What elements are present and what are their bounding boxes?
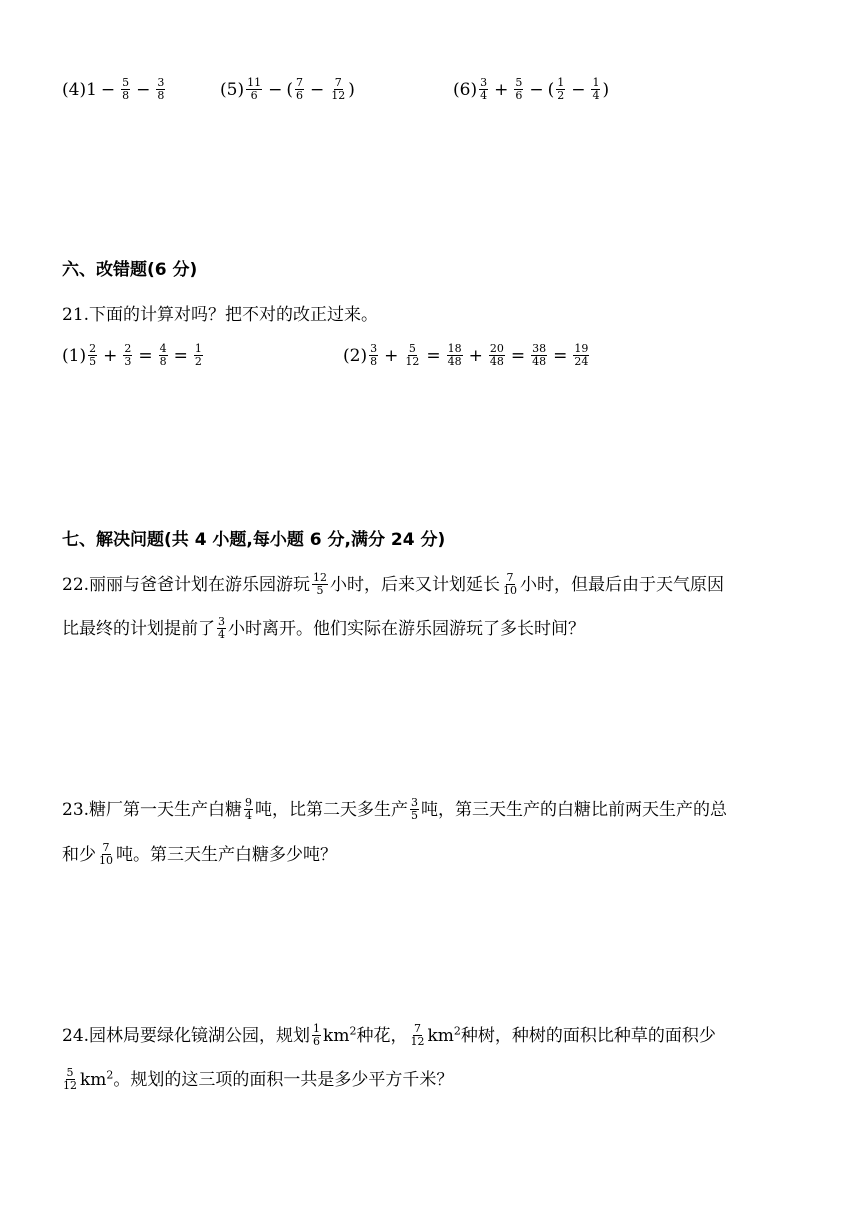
q24-text: 24.园林局要绿化镜湖公园，规划	[62, 1026, 311, 1046]
equals-sign: =	[426, 346, 441, 366]
denominator: 4	[245, 809, 253, 822]
fraction	[312, 572, 328, 597]
numerator: 1	[592, 76, 600, 89]
denominator: 2	[194, 355, 202, 368]
q22-text: 比最终的计划提前了	[62, 619, 215, 639]
q22-text: 小时，后来又计划延长	[330, 575, 501, 595]
operator: −	[529, 80, 544, 100]
numerator: 3	[218, 615, 225, 628]
fraction	[531, 343, 547, 368]
denominator: 12	[331, 89, 346, 102]
fraction	[62, 1067, 78, 1092]
numerator: 2	[124, 342, 132, 355]
denominator: 2	[557, 89, 565, 102]
denominator: 8	[157, 89, 165, 102]
expr-label: (6)	[453, 80, 478, 100]
denominator: 3	[124, 355, 132, 368]
denominator: 12	[410, 1035, 425, 1048]
denominator: 6	[313, 1035, 321, 1048]
fraction	[121, 77, 130, 102]
fraction	[246, 77, 262, 102]
unit-exponent: 2	[349, 1024, 357, 1038]
expr-5	[220, 78, 355, 103]
unit-exponent: 2	[106, 1068, 114, 1082]
q22-line-1	[62, 573, 724, 598]
denominator: 8	[159, 355, 167, 368]
equals-sign: =	[553, 346, 568, 366]
denominator: 4	[218, 628, 225, 641]
expr-6	[453, 78, 609, 103]
numerator: 3	[370, 342, 378, 355]
q22-text: 小时离开。他们实际在游乐园游玩了多长时间？	[228, 619, 585, 639]
denominator: 8	[122, 89, 130, 102]
paren: (	[286, 80, 293, 100]
numerator: 5	[515, 76, 523, 89]
operator: +	[494, 80, 509, 100]
numerator: 1	[557, 76, 565, 89]
denominator: 12	[405, 355, 420, 368]
numerator: 9	[245, 796, 253, 809]
fraction	[244, 797, 253, 822]
denominator: 6	[295, 89, 303, 102]
numerator: 7	[295, 76, 303, 89]
expr-4	[62, 78, 167, 103]
expr-label: (4)	[62, 80, 87, 100]
numerator: 5	[66, 1066, 74, 1079]
q23-text: 吨。第三天生产白糖多少吨？	[116, 845, 337, 865]
operator: −	[136, 80, 151, 100]
q23-line-2	[62, 843, 337, 868]
fraction	[88, 343, 97, 368]
unit-km: km	[427, 1026, 454, 1046]
fraction	[123, 343, 132, 368]
operator: −	[268, 80, 283, 100]
numerator: 7	[506, 571, 514, 584]
expr-label: (5)	[220, 80, 245, 100]
equals-sign: =	[173, 346, 188, 366]
q21-text: 21.下面的计算对吗？把不对的改正过来。	[62, 305, 379, 325]
paren: )	[602, 80, 610, 100]
numerator: 4	[159, 342, 167, 355]
q21-part-1	[62, 344, 205, 369]
denominator: 48	[532, 355, 547, 368]
fraction	[156, 77, 165, 102]
operator: −	[100, 80, 116, 100]
paren: )	[348, 80, 355, 100]
denominator: 24	[574, 355, 589, 368]
section-6-heading: 六、改错题(6 分)	[62, 260, 198, 280]
whole-number: 1	[86, 80, 97, 100]
denominator: 5	[89, 355, 97, 368]
fraction	[312, 1023, 321, 1048]
q24-text: 种树，种树的面积比种草的面积少	[460, 1026, 716, 1046]
denominator: 6	[515, 89, 523, 102]
fraction	[194, 343, 203, 368]
q24-text: 。规划的这三项的面积一共是多少平方千米？	[113, 1070, 454, 1090]
operator: +	[384, 346, 399, 366]
denominator: 4	[592, 89, 600, 102]
numerator: 7	[102, 841, 110, 854]
numerator: 5	[122, 76, 130, 89]
expr-label: (1)	[62, 346, 87, 366]
unit-exponent: 2	[453, 1024, 461, 1038]
q24-line-2	[62, 1068, 453, 1093]
numerator: 5	[408, 342, 416, 355]
operator: +	[103, 346, 118, 366]
numerator: 11	[247, 76, 262, 89]
fraction	[330, 77, 346, 102]
operator: −	[309, 80, 325, 100]
q24-text: 种花，	[356, 1026, 408, 1046]
unit-km: km	[80, 1070, 107, 1090]
numerator: 3	[157, 76, 165, 89]
denominator: 4	[480, 89, 488, 102]
expr-label: (2)	[343, 346, 368, 366]
fraction	[573, 343, 589, 368]
denominator: 8	[370, 355, 378, 368]
q21-part-2	[343, 344, 591, 369]
fraction	[159, 343, 168, 368]
numerator: 38	[532, 342, 547, 355]
q23-line-1	[62, 798, 727, 823]
fraction	[591, 77, 600, 102]
fraction	[410, 797, 419, 822]
numerator: 19	[574, 342, 589, 355]
denominator: 48	[489, 355, 504, 368]
q23-text: 23.糖厂第一天生产白糖	[62, 800, 243, 820]
numerator: 1	[313, 1022, 321, 1035]
fraction	[514, 77, 523, 102]
q23-text: 吨，比第二天多生产	[255, 800, 409, 820]
fraction	[556, 77, 565, 102]
equals-sign: =	[138, 346, 153, 366]
fraction	[295, 77, 304, 102]
fraction	[489, 343, 505, 368]
numerator: 3	[411, 796, 419, 809]
numerator: 18	[447, 342, 462, 355]
paren: (	[547, 80, 555, 100]
equals-sign: =	[510, 346, 526, 366]
numerator: 7	[334, 76, 342, 89]
q24-line-1	[62, 1024, 716, 1049]
fraction	[447, 343, 463, 368]
fraction	[409, 1023, 425, 1048]
operator: +	[468, 346, 483, 366]
denominator: 6	[250, 89, 258, 102]
q23-text: 吨，第三天生产的白糖比前两天生产的总	[421, 800, 728, 820]
fraction	[502, 572, 518, 597]
section-7-heading: 七、解决问题(共 4 小题,每小题 6 分,满分 24 分)	[62, 530, 446, 550]
denominator: 10	[503, 584, 518, 597]
q23-text: 和少	[62, 845, 96, 865]
numerator: 1	[194, 342, 202, 355]
q22-text: 小时，但最后由于天气原因	[520, 575, 725, 595]
numerator: 2	[89, 342, 97, 355]
numerator: 20	[489, 342, 504, 355]
operator: −	[571, 80, 586, 100]
fraction	[217, 616, 226, 641]
fraction	[404, 343, 420, 368]
numerator: 3	[480, 76, 488, 89]
denominator: 10	[99, 854, 113, 867]
denominator: 12	[63, 1079, 77, 1092]
q22-line-2	[62, 617, 585, 642]
q22-text: 22.丽丽与爸爸计划在游乐园游玩	[62, 575, 311, 595]
denominator: 48	[447, 355, 462, 368]
numerator: 12	[313, 571, 328, 584]
fraction	[98, 842, 114, 867]
numerator: 7	[413, 1022, 421, 1035]
unit-km: km	[323, 1026, 350, 1046]
fraction	[369, 343, 378, 368]
denominator: 5	[411, 809, 419, 822]
denominator: 5	[316, 584, 324, 597]
fraction	[479, 77, 488, 102]
